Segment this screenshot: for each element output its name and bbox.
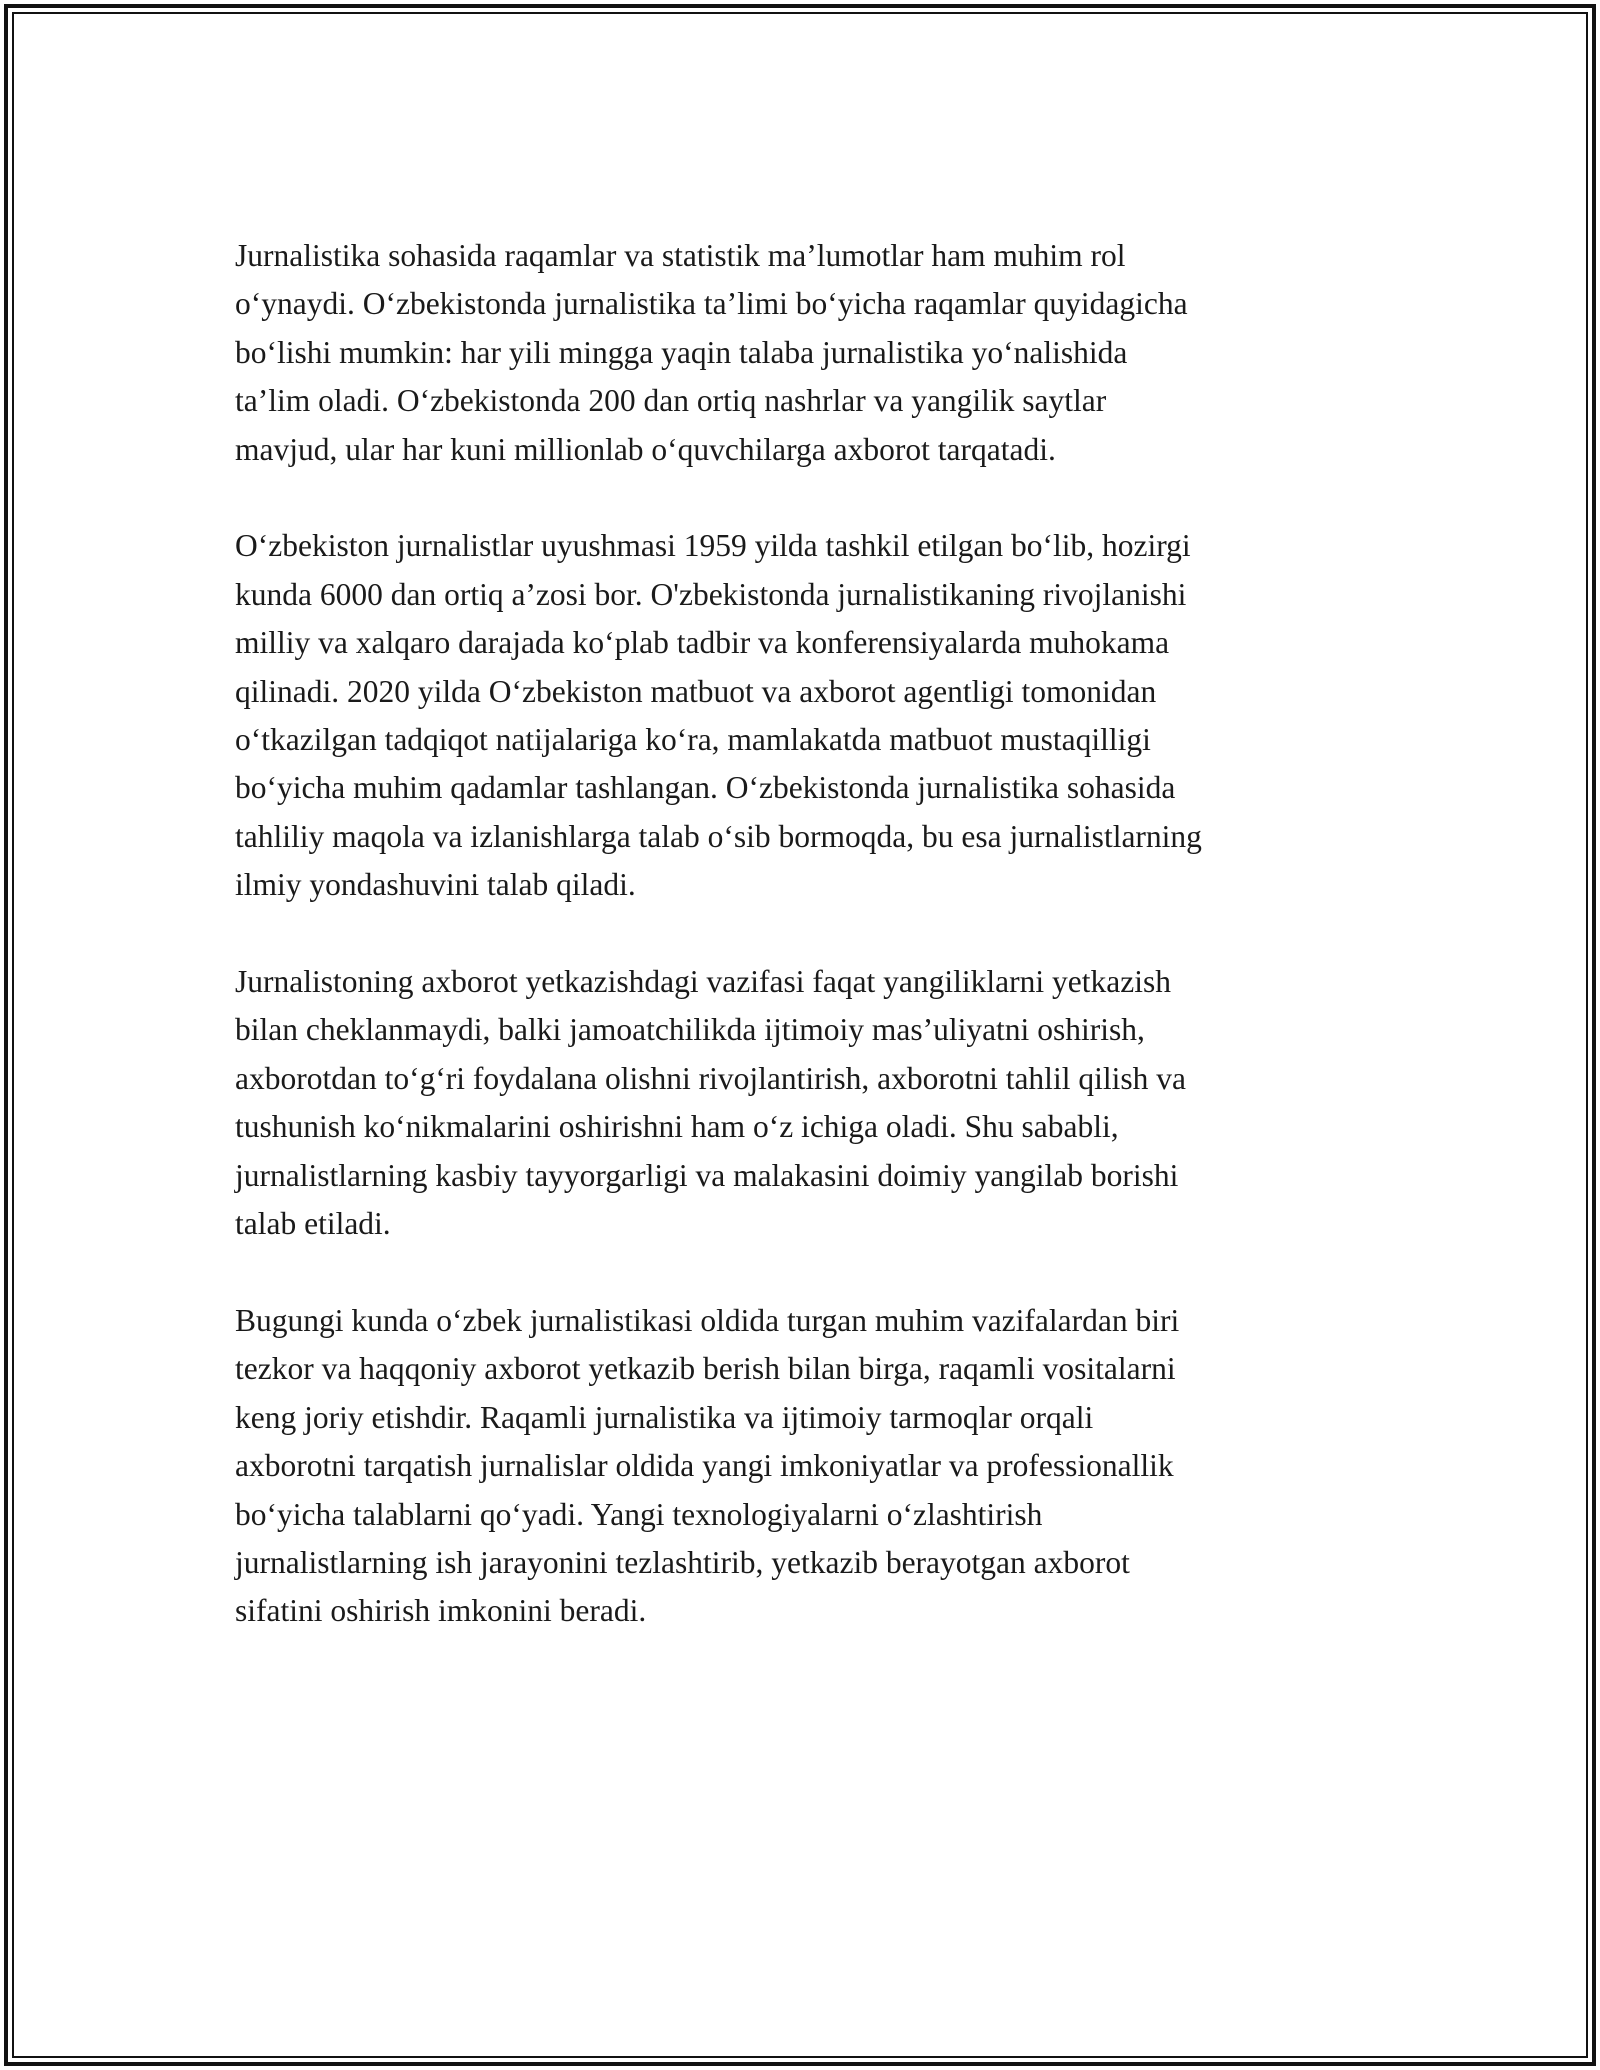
paragraph-1: Jurnalistika sohasida raqamlar va statistik ma’lumotlar ham muhim rol o‘ynaydi. O‘zbekistonda jurnalistika ta’limi bo‘yicha raqamlar quyidagicha bo‘lishi mumkin: har yili mingga yaqin talaba jurnalistika yo‘nalishida ta’lim oladi. O‘zbekistonda 200 dan ortiq nashrlar va yangilik saytlar mavjud, ular har kuni millionlab o‘quvchilarga axborot tarqatadi. bbox=[235, 238, 1188, 467]
document-body bbox=[235, 232, 1365, 1636]
paragraph-4: Bugungi kunda o‘zbek jurnalistikasi oldida turgan muhim vazifalardan biri tezkor va haqqoniy axborot yetkazib berish bilan birga, raqamli vositalarni keng joriy etishdir. Raqamli jurnalistika va ijtimoiy tarmoqlar orqali axborotni tarqatish jurnalislar oldida yangi imkoniyatlar va professionallik bo‘yicha talablarni qo‘yadi. Yangi texnologiyalarni o‘zlashtirish jurnalistlarning ish jarayonini tezlashtirib, yetkazib berayotgan axborot sifatini oshirish imkonini beradi. bbox=[235, 1302, 1180, 1629]
paragraph-3: Jurnalistoning axborot yetkazishdagi vazifasi faqat yangiliklarni yetkazish bilan cheklanmaydi, balki jamoatchilikda ijtimoiy mas’uliyatni oshirish, axborotdan to‘g‘ri foydalana olishni rivojlantirish, axborotni tahlil qilish va tushunish ko‘nikmalarini oshirishni ham o‘z ichiga oladi. Shu sababli, jurnalistlarning kasbiy tayyorgarligi va malakasini doimiy yangilab borishi talab etiladi. bbox=[235, 964, 1186, 1242]
paragraph-2: O‘zbekiston jurnalistlar uyushmasi 1959 yilda tashkil etilgan bo‘lib, hozirgi kunda 6000 dan ortiq a’zosi bor. O'zbekistonda jurnalistikaning rivojlanishi milliy va xalqaro darajada ko‘plab tadbir va konferensiyalarda muhokama qilinadi. 2020 yilda O‘zbekiston matbuot va axborot agentligi tomonidan o‘tkazilgan tadqiqot natijalariga ko‘ra, mamlakatda matbuot mustaqilligi bo‘yicha muhim qadamlar tashlangan. O‘zbekistonda jurnalistika sohasida tahliliy maqola va izlanishlarga talab o‘sib bormoqda, bu esa jurnalistlarning ilmiy yondashuvini talab qiladi. bbox=[235, 528, 1202, 903]
